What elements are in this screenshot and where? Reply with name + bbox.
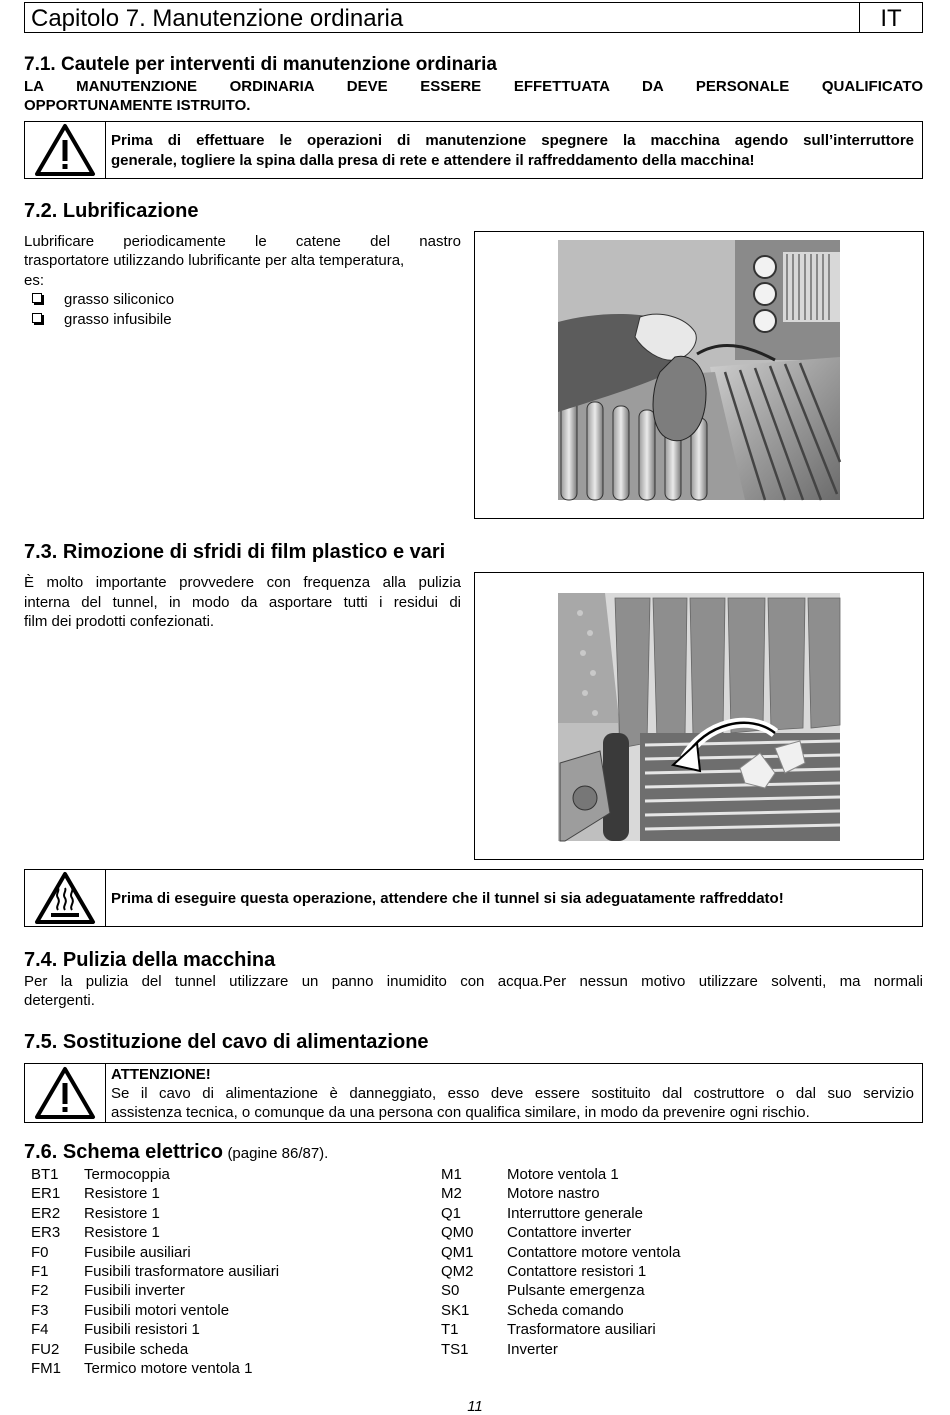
s72-line3: es: <box>24 272 45 289</box>
schema-pages-ref: (pagine 86/87). <box>227 1145 329 1162</box>
s72-line1: Lubrificare periodicamente le catene del nastro <box>24 233 461 250</box>
legend-row: M2 Motore nastro <box>441 1185 600 1203</box>
warning-triangle-icon <box>25 122 105 178</box>
legend-row: F3 Fusibili motori ventole <box>31 1301 230 1319</box>
language-tag: IT <box>859 3 922 32</box>
lubrication-photo-frame <box>474 231 924 519</box>
lubrication-photo <box>475 232 923 518</box>
warning-icon-cell <box>25 122 106 178</box>
legend-row: F4 Fusibili resistori 1 <box>31 1321 200 1339</box>
legend-row: BT1 Termocoppia <box>31 1166 170 1183</box>
legend-row: QM2 Contattore resistori 1 <box>441 1262 647 1280</box>
legend-row: ER2 Resistore 1 <box>31 1204 160 1222</box>
hot-icon-cell <box>25 870 106 926</box>
page-number: 11 <box>467 1398 483 1415</box>
section-7-3-heading: 7.3. Rimozione di sfridi di film plastico e vari <box>24 541 446 563</box>
legend-row: ER3 Resistore 1 <box>31 1224 160 1242</box>
warning-box-cable <box>24 1063 923 1123</box>
legend-row: S0 Pulsante emergenza <box>441 1282 645 1300</box>
legend-row: ER1 Resistore 1 <box>31 1185 160 1203</box>
s75-line1: Se il cavo di alimentazione è danneggiato, esso deve essere sostituito dal costruttore o dal suo servizio <box>111 1085 914 1102</box>
tunnel-cleaning-photo-frame <box>474 572 924 860</box>
legend-row: Q1 Interruttore generale <box>441 1204 643 1222</box>
legend-row: F0 Fusibile ausiliari <box>31 1243 191 1261</box>
legend-row: FU2 Fusibile scheda <box>31 1340 189 1358</box>
hot-warning-text: Prima di eseguire questa operazione, attendere che il tunnel si sia adeguatamente raffreddato! <box>111 890 784 907</box>
legend-row: QM1 Contattore motore ventola <box>441 1243 681 1261</box>
warning-text-2: generale, togliere la spina dalla presa di rete e attendere il raffreddamento della macchina! <box>111 152 755 169</box>
checkbox-bullet-icon <box>32 293 42 303</box>
s71-line2: OPPORTUNAMENTE ISTRUITO. <box>24 97 251 114</box>
s71-line1: LA MANUTENZIONE ORDINARIA DEVE ESSERE EFFETTUATA DA PERSONALE QUALIFICATO <box>24 78 923 95</box>
legend-row: T1 Trasformatore ausiliari <box>441 1321 656 1339</box>
list-item: grasso siliconico <box>32 290 174 309</box>
legend-row: FM1 Termico motore ventola 1 <box>31 1359 253 1377</box>
list-item: grasso infusibile <box>32 310 172 329</box>
warning-triangle-icon <box>25 1064 105 1122</box>
s73-line1: È molto importante provvedere con frequenza alla pulizia <box>24 574 461 591</box>
s73-line3: film dei prodotti confezionati. <box>24 613 215 630</box>
section-7-5-heading: 7.5. Sostituzione del cavo di alimentazione <box>24 1031 429 1053</box>
legend-row: TS1 Inverter <box>441 1340 558 1358</box>
legend-row: SK1 Scheda comando <box>441 1301 624 1319</box>
s74-line2: detergenti. <box>24 992 95 1009</box>
section-7-1-heading: 7.1. Cautele per interventi di manutenzione ordinaria <box>24 54 497 75</box>
s73-line2: interna del tunnel, in modo da asportare tutti i residui di <box>24 594 461 611</box>
legend-row: F2 Fusibili inverter <box>31 1282 185 1300</box>
hot-surface-icon <box>25 870 105 926</box>
section-7-6-heading <box>24 1141 328 1164</box>
section-7-2-heading: 7.2. Lubrificazione <box>24 200 199 222</box>
s75-line2: assistenza tecnica, o comunque da una persona con qualifica similare, in modo da prevenire ogni rischio. <box>111 1104 810 1121</box>
chapter-title: Capitolo 7. Manutenzione ordinaria <box>31 5 404 32</box>
legend-row: QM0 Contattore inverter <box>441 1224 632 1242</box>
s74-line1: Per la pulizia del tunnel utilizzare un panno inumidito con acqua.Per nessun motivo utilizzare solventi, ma normali <box>24 973 923 990</box>
attention-label: ATTENZIONE! <box>111 1066 211 1083</box>
warning-text-1: Prima di effettuare le operazioni di manutenzione spegnere la macchina agendo sull’interruttore <box>111 132 914 149</box>
chapter-header <box>24 2 923 33</box>
s72-line2: trasportatore utilizzando lubrificante per alta temperatura, <box>24 252 405 269</box>
warning-box-power <box>24 121 923 179</box>
legend-row: M1 Motore ventola 1 <box>441 1166 619 1183</box>
legend-row: F1 Fusibili trasformatore ausiliari <box>31 1262 280 1280</box>
warning-icon-cell <box>25 1064 106 1122</box>
legend-right-column <box>441 1165 841 1359</box>
legend-left-column <box>31 1165 411 1378</box>
section-7-4-heading: 7.4. Pulizia della macchina <box>24 949 276 971</box>
checkbox-bullet-icon <box>32 313 42 323</box>
warning-box-hot <box>24 869 923 927</box>
tunnel-cleaning-photo <box>475 573 923 859</box>
section-7-6-title: 7.6. Schema elettrico <box>24 1141 223 1163</box>
